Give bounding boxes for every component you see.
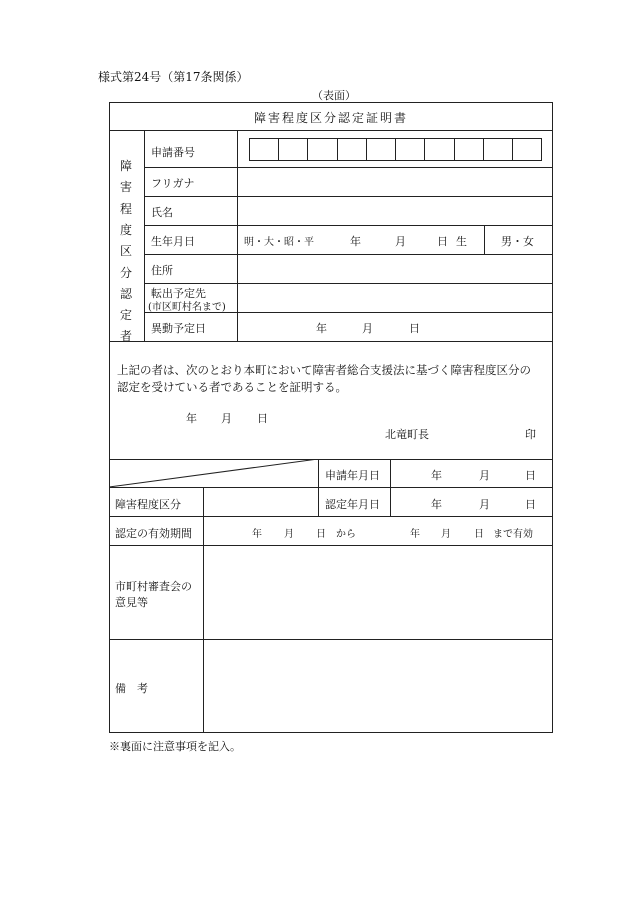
move-dest-label: 転出予定先 bbox=[151, 287, 206, 300]
issue-day: 日 bbox=[257, 412, 268, 425]
cert-year: 年 bbox=[431, 498, 442, 511]
valid-from-month: 月 bbox=[284, 529, 294, 540]
seal-mark: 印 bbox=[525, 428, 536, 441]
council-label-2: 意見等 bbox=[115, 596, 148, 609]
dob-era: 明・大・昭・平 bbox=[244, 237, 314, 248]
form-number: 様式第24号（第17条関係） bbox=[98, 70, 249, 84]
diagonal-slash bbox=[109, 459, 318, 487]
move-dest-sublabel: (市区町村名まで) bbox=[148, 302, 226, 313]
apply-month: 月 bbox=[479, 469, 490, 482]
cert-month: 月 bbox=[479, 498, 490, 511]
app-number-label: 申請番号 bbox=[151, 146, 195, 159]
mayor-title: 北竜町長 bbox=[385, 428, 429, 441]
valid-to-year: 年 bbox=[410, 529, 420, 540]
apply-year: 年 bbox=[431, 469, 442, 482]
cert-date-label: 認定年月日 bbox=[325, 498, 380, 511]
address-label: 住所 bbox=[151, 264, 173, 277]
cert-day: 日 bbox=[525, 498, 536, 511]
valid-to-day: 日 bbox=[474, 529, 484, 540]
valid-from-day: 日 bbox=[316, 529, 326, 540]
valid-kara: から bbox=[336, 529, 356, 540]
move-month: 月 bbox=[362, 322, 373, 335]
statement-line-1: 上記の者は、次のとおり本町において障害者総合支援法に基づく障害程度区分の bbox=[117, 363, 531, 377]
move-year: 年 bbox=[316, 322, 327, 335]
issue-month: 月 bbox=[221, 412, 232, 425]
valid-made: まで有効 bbox=[493, 529, 533, 540]
degree-label: 障害程度区分 bbox=[115, 498, 181, 511]
gender: 男・女 bbox=[501, 235, 534, 248]
valid-to-month: 月 bbox=[441, 529, 451, 540]
validity-label: 認定の有効期間 bbox=[115, 527, 192, 540]
council-label-1: 市町村審査会の bbox=[115, 580, 192, 593]
apply-day: 日 bbox=[525, 469, 536, 482]
issue-year: 年 bbox=[186, 412, 197, 425]
dob-year: 年 bbox=[350, 235, 361, 248]
valid-from-year: 年 bbox=[252, 529, 262, 540]
form-title: 障害程度区分認定証明書 bbox=[253, 111, 408, 125]
footnote: ※裏面に注意事項を記入。 bbox=[109, 740, 241, 753]
dob-month: 月 bbox=[395, 235, 406, 248]
dob-sei: 生 bbox=[456, 235, 467, 248]
apply-date-label: 申請年月日 bbox=[325, 469, 380, 482]
side-label: （表面） bbox=[312, 89, 356, 102]
furigana-label: フリガナ bbox=[151, 177, 195, 190]
statement-line-2: 認定を受けている者であることを証明する。 bbox=[117, 380, 347, 394]
dob-label: 生年月日 bbox=[151, 235, 195, 248]
name-label: 氏名 bbox=[151, 206, 173, 219]
dob-day: 日 bbox=[437, 235, 448, 248]
vertical-label-char: 者 bbox=[119, 329, 132, 343]
remarks-label: 備 考 bbox=[115, 682, 148, 695]
move-day: 日 bbox=[409, 322, 420, 335]
move-date-label: 異動予定日 bbox=[151, 322, 206, 335]
